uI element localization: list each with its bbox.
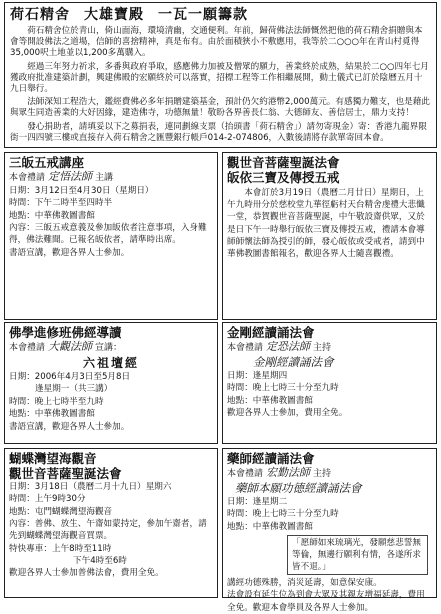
bus-line-2: 下午4時至6時	[73, 556, 127, 567]
diamond-sutra-box	[222, 322, 437, 444]
box-title-2: 觀世音菩薩聖誕法會	[9, 466, 122, 481]
fundraising-paragraph-2: 經過三年努力祈求，多番與政府爭取，感應佛力加被及僧眾的願力，善業終於成熟，結果於二○○四年七月獲政府批准建築計劃，興建佛殿的宏願終於可以落實，招標工程等工作相繼展開，動土儀式已訂於陰曆五月十九日舉行。	[10, 61, 429, 95]
time-line: 時間：晚上七時三十分至九時	[227, 509, 339, 520]
box-title: 三皈五戒講座	[9, 155, 85, 170]
host-prefix: 本會禮請	[227, 469, 264, 479]
content-line: 內容：三皈五戒意義及參加皈依者注意事項，入身難得，佛法難聞。已報名皈依者，請準時出席。	[9, 223, 207, 246]
time-line: 時間：上午9時30分	[9, 494, 86, 505]
venue-line: 地點：中華佛教圖書館	[227, 395, 313, 406]
host-prefix: 本會禮請	[227, 343, 264, 353]
sutra-study-box	[4, 322, 218, 444]
date-line: 日期：逢星期四	[227, 371, 288, 381]
host-line	[227, 340, 432, 355]
host-line	[9, 340, 213, 355]
handwritten-title: 藥師本願功德經讀誦法會	[235, 481, 362, 495]
fundraising-header-box	[4, 2, 437, 148]
welcome-line: 歡迎各界人士參加普佛法會，費用全免。	[9, 568, 164, 579]
fundraising-paragraph-4: 發心捐助者，請填妥以下之募捐表，連同劃線支票（抬頭書「荷石精舍」）請勿寄現金）寄：香港九龍界限街一四四號三樓或直接存入荷石精舍之匯豐銀行帳戶014-2-074806，入數後請將存款單寄回本會。	[10, 121, 427, 143]
time-line: 時間：晚上七時半至九時	[9, 396, 104, 407]
time-line: 時間：晚上七時三十分至九時	[227, 383, 339, 394]
title-part-2: 大雄寶殿	[84, 7, 144, 23]
host-name: 定恐法師	[266, 340, 311, 353]
title-part-3: 一瓦一願籌款	[158, 7, 248, 23]
fundraising-title	[10, 4, 431, 24]
host-prefix: 本會禮請	[9, 343, 46, 353]
frequency-line: 逢星期一（共三講）	[35, 384, 113, 395]
host-name: 定悟法師	[48, 170, 93, 183]
time-line: 時間：下午二時半至四時半	[9, 198, 113, 209]
host-suffix: 宣講：	[95, 343, 123, 353]
guanyin-birthday-box	[222, 152, 437, 320]
butterfly-bay-guanyin-box	[4, 448, 218, 598]
host-name: 宏勤法師	[266, 466, 311, 479]
box-title: 佛學進修班佛經導讀	[9, 325, 122, 340]
date-line: 日期：逢星期二	[227, 497, 288, 507]
sutra-name: 六祖壇經	[82, 356, 139, 370]
box-title-1: 觀世音菩薩聖誕法會	[227, 155, 340, 170]
welcome-line: 法會設有延生位為到會大眾及其親友增福延壽，費用全免。歡迎本會學員及各界人士參加。	[227, 590, 425, 613]
host-suffix: 主講	[95, 173, 114, 183]
medicine-buddha-sutra-box	[222, 448, 437, 613]
event-description: 本會訂於3月19日（農曆二月廿日）星期日，上午九時卅分於慈校堂九華徑虧村天台精舍虔禮大悲懺一堂，恭賀觀世音菩薩聖誕，中午敬設齋供眾，又於是日下午一時舉行皈依三寶及傳授五戒，禮請本會導師師懷法師為授引的師，發心皈依或受戒者，請到中華佛教圖書館報名，歡迎各界人士隨喜觀禮。	[227, 188, 425, 260]
box-title-2: 皈依三寶及傳授五戒	[227, 170, 340, 185]
host-suffix: 主持	[313, 469, 332, 479]
ordination-lecture-box	[4, 152, 218, 320]
host-line	[227, 466, 432, 481]
date-line: 日期：3月18日（農曆二月十九日）星期六	[9, 482, 172, 492]
venue-line: 地點：中華佛教圖書館	[227, 521, 313, 532]
venue-line: 地點：中華佛教圖書館	[9, 409, 95, 420]
host-name: 大觀法師	[48, 340, 93, 353]
box-title: 藥師經讀誦法會	[227, 451, 315, 466]
date-line: 日期：2006年4月3日至5月8日	[9, 372, 131, 382]
host-prefix: 本會禮請	[9, 173, 46, 183]
venue-line: 地點：中華佛教圖書館	[9, 210, 95, 221]
fundraising-paragraph-1: 荷石精舍位於青山，倚山面海，環境清幽，交通便利。年前，歸荷佛法法師慨然把他的荷石精舍捐贈與本會等開設佛法之道場，信師的喜捨精神，真是布有。由於面積狹小不敷應用，我等於二○○○年在青山村覓得35,000呎土地並以1,200多萬購入。	[10, 26, 423, 59]
box-title-1: 蝴蝶灣望海觀音	[9, 451, 97, 466]
bus-line: 特快專車：上午8時至11時	[9, 543, 112, 554]
venue-line: 地點：屯門蝴蝶灣望海觀音	[9, 506, 113, 517]
verse-quote: 「愿師如來琉璃光，發願慈悲誓無等倫，無邊行願利有情，各遂所求皆不退。」	[287, 535, 428, 575]
title-part-1: 荷石精舍	[10, 7, 70, 23]
content-line: 內容：普佛、放生、午齋如蒙持定，參加午齋者，請先到蝴蝶灣望海觀音買票。	[9, 519, 207, 542]
welcome-line: 書語宣講，歡迎各界人士參加。	[9, 247, 130, 258]
welcome-line: 歡迎各界人士參加，費用全免。	[227, 408, 348, 419]
host-line	[9, 170, 213, 185]
merit-line: 講經功德殊勝，消災延壽，如意保安康。	[227, 578, 382, 589]
box-title: 金剛經讀誦法會	[227, 325, 315, 340]
host-suffix: 主持	[313, 343, 332, 353]
welcome-line: 書語宣講，歡迎各界人士參加。	[9, 421, 130, 432]
handwritten-title: 金剛經讀誦法會	[253, 355, 334, 369]
fundraising-paragraph-3: 法師深知工程浩大，鑑經費佛必多年捐贈建築基金，預計仍欠約港幣2,000萬元。有感獨力難支，也是藉此與眾生同造善業的大好因緣，建造佛寺，功德無量！敬盼各界善長仁翁、大德師友、善信居士，鼎力支持！	[10, 97, 430, 119]
date-line: 日期：3月12日至4月30日（星期日）	[9, 186, 154, 196]
